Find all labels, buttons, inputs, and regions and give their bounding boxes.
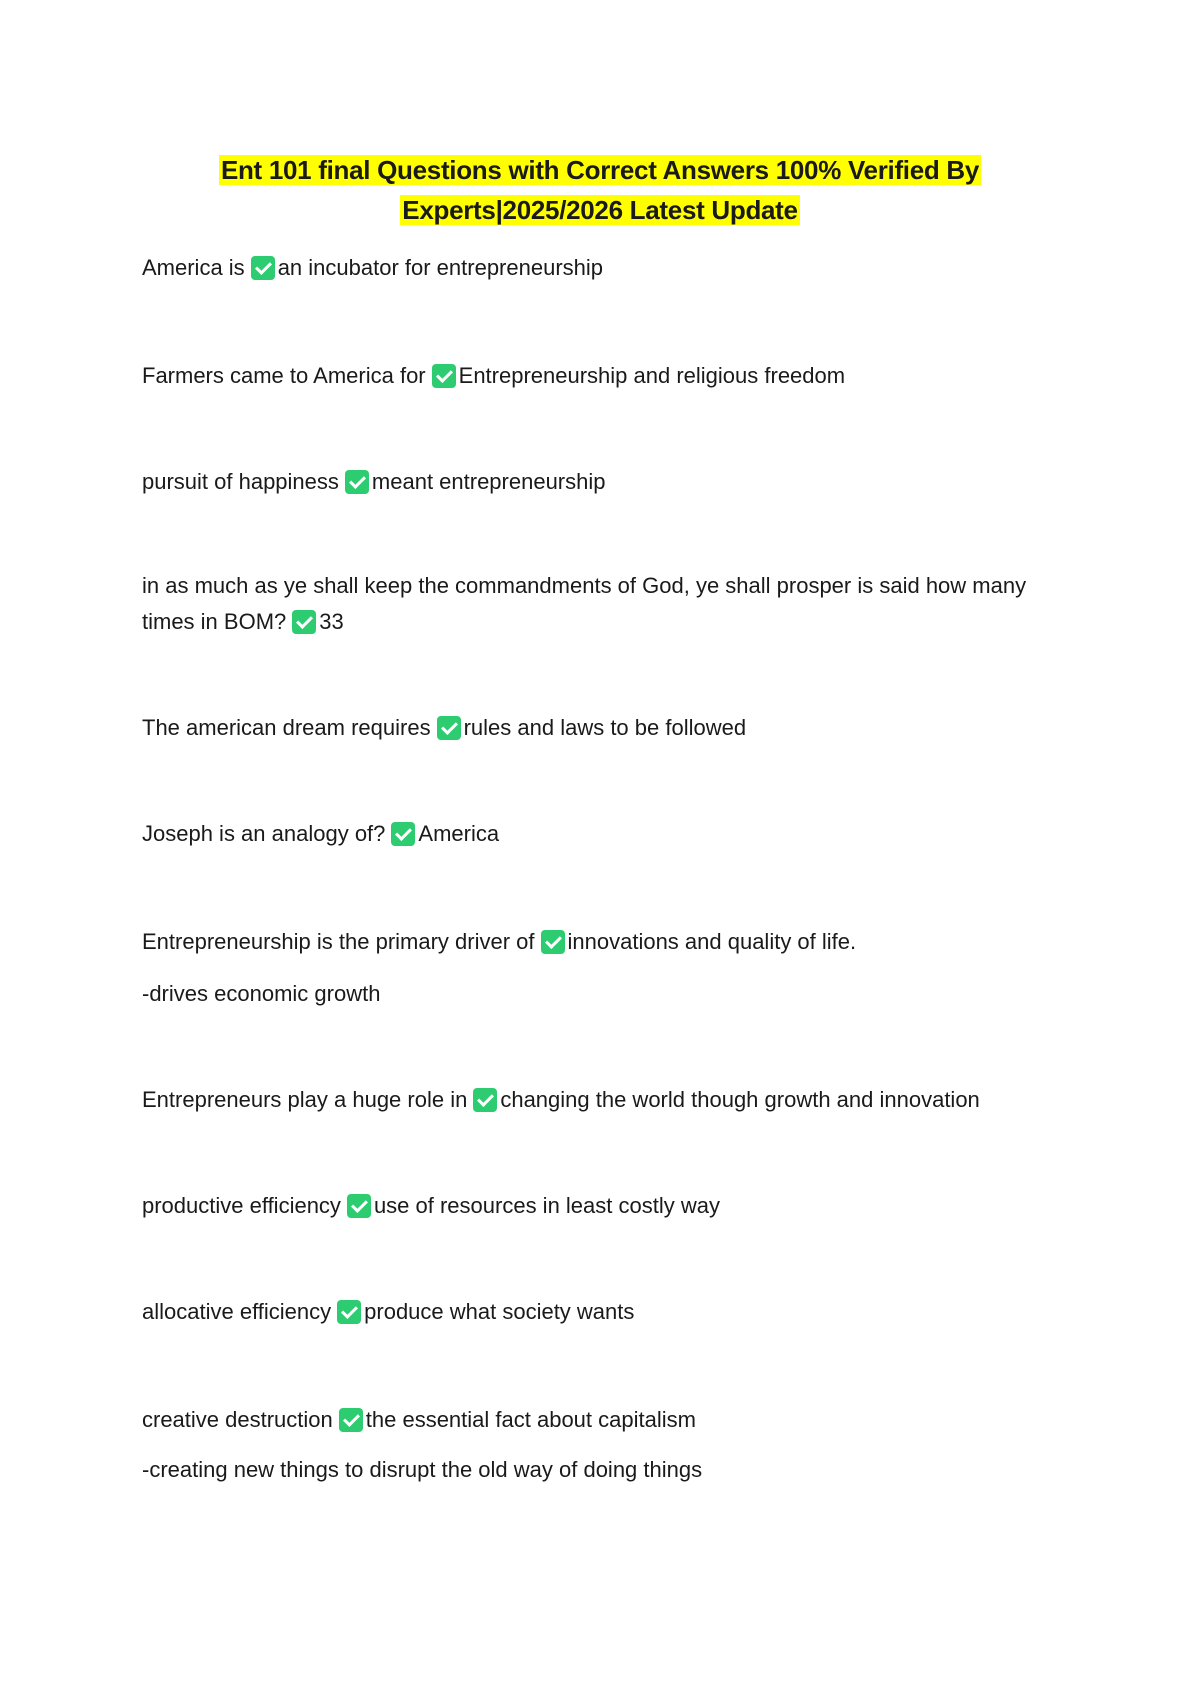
check-mark-icon — [292, 610, 316, 634]
answer-note: -creating new things to disrupt the old way of doing things — [142, 1457, 703, 1482]
answer-text: 33 — [319, 609, 344, 634]
answer-text: Entrepreneurship and religious freedom — [458, 363, 846, 388]
answer-text: use of resources in least costly way — [373, 1193, 720, 1218]
question-text: creative destruction — [142, 1407, 333, 1432]
answer-text: meant entrepreneurship — [371, 469, 606, 494]
question-text: The american dream requires — [142, 715, 431, 740]
check-mark-icon — [437, 716, 461, 740]
qa-item — [142, 1294, 1072, 1330]
qa-item — [142, 568, 1072, 640]
question-text: Entrepreneurship is the primary driver of — [142, 929, 535, 954]
question-text: pursuit of happiness — [142, 469, 339, 494]
qa-item — [142, 464, 1072, 500]
question-text: allocative efficiency — [142, 1299, 332, 1324]
answer-text: an incubator for entrepreneurship — [277, 255, 604, 280]
answer-note: -drives economic growth — [142, 981, 381, 1006]
check-mark-icon — [432, 364, 456, 388]
check-mark-icon — [339, 1408, 363, 1432]
question-text: Farmers came to America for — [142, 363, 426, 388]
answer-text: rules and laws to be followed — [463, 715, 747, 740]
document-title — [140, 150, 1060, 230]
answer-text: America — [418, 821, 500, 846]
qa-item — [142, 816, 1072, 852]
question-text: in as much as ye shall keep the commandments of God, ye shall prosper is said how many times in BOM? — [142, 573, 1027, 634]
question-text: Joseph is an analogy of? — [142, 821, 386, 846]
qa-item — [142, 1402, 1072, 1438]
check-mark-icon — [391, 822, 415, 846]
check-mark-icon — [347, 1194, 371, 1218]
question-text: productive efficiency — [142, 1193, 341, 1218]
check-mark-icon — [337, 1300, 361, 1324]
check-mark-icon — [345, 470, 369, 494]
qa-item — [142, 1082, 1072, 1118]
qa-item — [142, 358, 1072, 394]
check-mark-icon — [473, 1088, 497, 1112]
answer-text: innovations and quality of life. — [567, 929, 857, 954]
check-mark-icon — [541, 930, 565, 954]
answer-text: the essential fact about capitalism — [365, 1407, 696, 1432]
question-text: Entrepreneurs play a huge role in — [142, 1087, 468, 1112]
qa-item — [142, 924, 1072, 960]
title-line-2: Experts|2025/2026 Latest Update — [402, 195, 798, 225]
question-text: America is — [142, 255, 245, 280]
qa-item — [142, 710, 1072, 746]
check-mark-icon — [251, 256, 275, 280]
qa-item — [142, 1188, 1072, 1224]
qa-item — [142, 250, 1072, 286]
title-line-1: Ent 101 final Questions with Correct Answers 100% Verified By — [220, 155, 980, 185]
answer-text: changing the world though growth and innovation — [500, 1087, 980, 1112]
answer-text: produce what society wants — [364, 1299, 635, 1324]
